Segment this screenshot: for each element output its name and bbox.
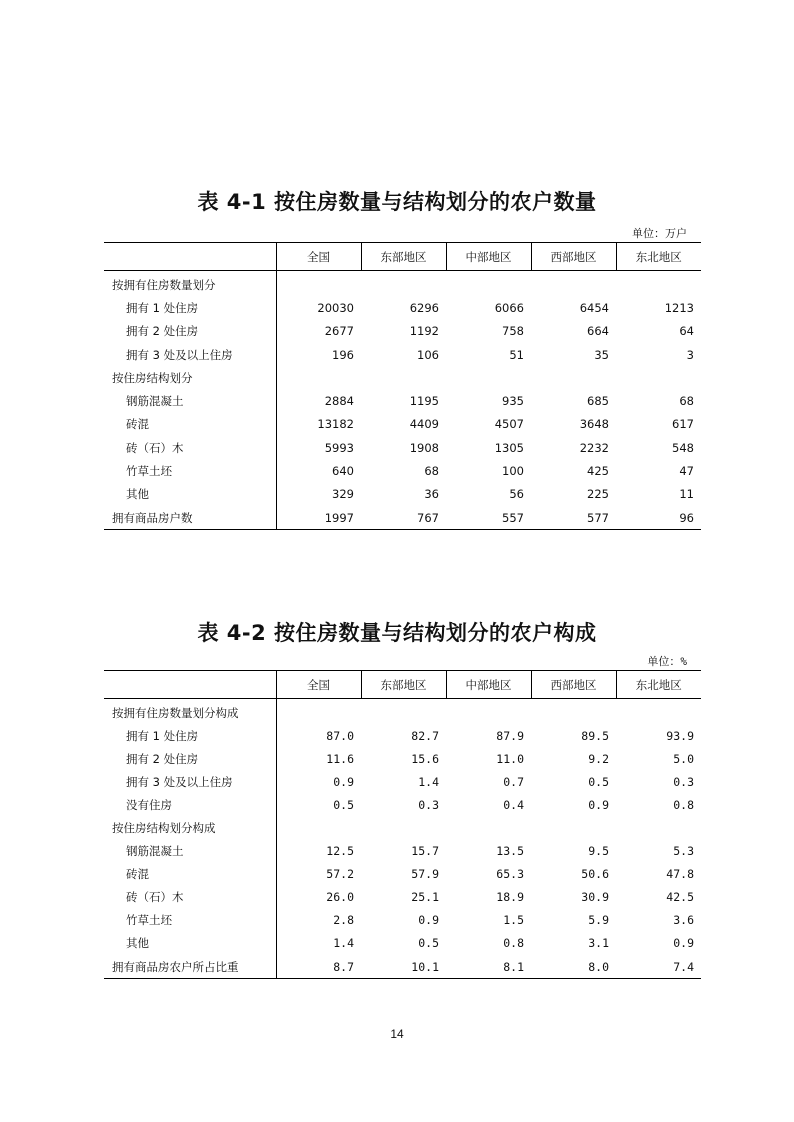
cell-value: 196	[332, 347, 354, 362]
cell-value	[616, 699, 701, 725]
cell-value: 106	[417, 347, 439, 362]
table-row	[104, 932, 701, 955]
row-label: 拥有 1 处住房	[104, 724, 276, 747]
table2-header-blank	[104, 671, 276, 699]
table2-title: 表 4-2 按住房数量与结构划分的农户构成	[197, 621, 597, 645]
table-row	[104, 886, 701, 909]
table1-header-central: 中部地区	[446, 243, 531, 271]
cell-value: 2.8	[333, 913, 354, 928]
table2-header-east: 东部地区	[361, 671, 446, 699]
row-label: 砖混	[104, 863, 276, 886]
row-label: 竹草土坯	[104, 459, 276, 482]
cell-value: 57.9	[411, 867, 439, 882]
cell-value	[446, 366, 531, 389]
row-label: 拥有商品房户数	[104, 506, 276, 530]
cell-value: 3.6	[673, 913, 694, 928]
row-label: 其他	[104, 483, 276, 506]
page-number: 14	[390, 1027, 404, 1041]
row-label: 钢筋混凝土	[104, 389, 276, 412]
table-row	[104, 793, 701, 816]
cell-value: 3.1	[588, 936, 609, 951]
cell-value: 15.7	[411, 844, 439, 859]
table-row	[104, 863, 701, 886]
cell-value: 51	[509, 347, 524, 362]
cell-value: 685	[587, 394, 609, 409]
table-row	[104, 413, 701, 436]
cell-value: 0.9	[333, 774, 354, 789]
cell-value: 5.3	[673, 844, 694, 859]
cell-value: 35	[594, 347, 609, 362]
cell-value: 0.4	[503, 797, 524, 812]
table-row	[104, 459, 701, 482]
cell-value: 425	[587, 464, 609, 479]
cell-value: 1.4	[418, 774, 439, 789]
cell-value: 1.4	[333, 936, 354, 951]
row-label: 拥有 1 处住房	[104, 296, 276, 319]
cell-value: 2677	[324, 324, 354, 339]
cell-value: 15.6	[411, 751, 439, 766]
cell-value: 68	[679, 394, 694, 409]
cell-value: 18.9	[496, 890, 524, 905]
cell-value: 64	[679, 324, 694, 339]
cell-value: 4507	[494, 417, 524, 432]
cell-value: 47	[679, 464, 694, 479]
cell-value: 87.9	[496, 728, 524, 743]
cell-value: 96	[616, 506, 701, 530]
table-row	[104, 366, 701, 389]
cell-value: 0.8	[503, 936, 524, 951]
cell-value: 935	[502, 394, 524, 409]
cell-value: 8.0	[531, 955, 616, 979]
cell-value: 0.3	[418, 797, 439, 812]
cell-value: 3648	[579, 417, 609, 432]
cell-value: 6454	[579, 300, 609, 315]
cell-value: 3	[686, 347, 694, 362]
cell-value: 577	[531, 506, 616, 530]
cell-value: 50.6	[581, 867, 609, 882]
table1-unit: 单位：万户	[632, 227, 687, 240]
table-row	[104, 506, 701, 530]
row-label: 拥有 3 处及以上住房	[104, 770, 276, 793]
table2-body	[104, 699, 701, 979]
table-row	[104, 955, 701, 979]
row-label: 竹草土坯	[104, 909, 276, 932]
row-label: 其他	[104, 932, 276, 955]
cell-value: 5.0	[673, 751, 694, 766]
row-label: 没有住房	[104, 793, 276, 816]
cell-value: 0.3	[673, 774, 694, 789]
cell-value	[531, 366, 616, 389]
cell-value: 0.5	[418, 936, 439, 951]
row-label: 拥有 3 处及以上住房	[104, 343, 276, 366]
table2-header-west: 西部地区	[531, 671, 616, 699]
row-label: 按拥有住房数量划分	[104, 271, 276, 297]
row-label: 拥有 2 处住房	[104, 320, 276, 343]
row-label: 按拥有住房数量划分构成	[104, 699, 276, 725]
table-row	[104, 483, 701, 506]
cell-value	[276, 271, 361, 297]
cell-value: 57.2	[326, 867, 354, 882]
table1-header-national: 全国	[276, 243, 361, 271]
cell-value	[361, 699, 446, 725]
table1-header-west: 西部地区	[531, 243, 616, 271]
table1-title: 表 4-1 按住房数量与结构划分的农户数量	[197, 190, 597, 214]
row-label: 钢筋混凝土	[104, 840, 276, 863]
cell-value: 1997	[276, 506, 361, 530]
cell-value: 25.1	[411, 890, 439, 905]
table2-header-national: 全国	[276, 671, 361, 699]
cell-value: 47.8	[666, 867, 694, 882]
cell-value	[446, 271, 531, 297]
cell-value: 1192	[409, 324, 439, 339]
table-row	[104, 320, 701, 343]
cell-value: 0.8	[673, 797, 694, 812]
cell-value: 225	[587, 487, 609, 502]
table-row	[104, 909, 701, 932]
cell-value	[531, 699, 616, 725]
table1-header-blank	[104, 243, 276, 271]
cell-value: 42.5	[666, 890, 694, 905]
cell-value: 758	[502, 324, 524, 339]
cell-value: 0.9	[588, 797, 609, 812]
cell-value: 8.7	[276, 955, 361, 979]
cell-value	[616, 366, 701, 389]
cell-value: 20030	[317, 300, 354, 315]
row-label: 按住房结构划分构成	[104, 816, 276, 839]
table2-unit: 单位：%	[647, 655, 687, 668]
cell-value	[616, 271, 701, 297]
cell-value: 0.9	[673, 936, 694, 951]
cell-value: 329	[332, 487, 354, 502]
table-row	[104, 840, 701, 863]
cell-value	[276, 366, 361, 389]
cell-value: 5.9	[588, 913, 609, 928]
row-label: 拥有商品房农户所占比重	[104, 955, 276, 979]
table2	[104, 670, 701, 979]
cell-value: 767	[361, 506, 446, 530]
cell-value: 0.5	[588, 774, 609, 789]
row-label: 砖（石）木	[104, 436, 276, 459]
cell-value: 664	[587, 324, 609, 339]
cell-value	[361, 816, 446, 839]
cell-value: 11	[679, 487, 694, 502]
cell-value: 557	[446, 506, 531, 530]
cell-value: 5993	[324, 440, 354, 455]
table1-body	[104, 271, 701, 530]
cell-value: 11.6	[326, 751, 354, 766]
cell-value	[531, 271, 616, 297]
cell-value: 87.0	[326, 728, 354, 743]
table-row	[104, 436, 701, 459]
table-row	[104, 389, 701, 412]
cell-value: 2884	[324, 394, 354, 409]
cell-value: 0.5	[333, 797, 354, 812]
cell-value: 1.5	[503, 913, 524, 928]
cell-value: 10.1	[361, 955, 446, 979]
cell-value: 6066	[494, 300, 524, 315]
table-row	[104, 296, 701, 319]
table1	[104, 242, 701, 530]
table-row	[104, 699, 701, 725]
cell-value: 89.5	[581, 728, 609, 743]
cell-value	[616, 816, 701, 839]
cell-value: 13182	[317, 417, 354, 432]
cell-value: 4409	[409, 417, 439, 432]
table-row	[104, 271, 701, 297]
table1-header-east: 东部地区	[361, 243, 446, 271]
table-row	[104, 724, 701, 747]
row-label: 砖（石）木	[104, 886, 276, 909]
row-label: 拥有 2 处住房	[104, 747, 276, 770]
row-label: 砖混	[104, 413, 276, 436]
cell-value: 1908	[409, 440, 439, 455]
cell-value	[446, 699, 531, 725]
cell-value: 65.3	[496, 867, 524, 882]
cell-value	[276, 699, 361, 725]
cell-value	[361, 366, 446, 389]
cell-value	[361, 271, 446, 297]
cell-value: 1195	[409, 394, 439, 409]
cell-value: 13.5	[496, 844, 524, 859]
cell-value: 0.9	[418, 913, 439, 928]
cell-value: 1213	[664, 300, 694, 315]
cell-value	[446, 816, 531, 839]
table-row	[104, 816, 701, 839]
table2-header-central: 中部地区	[446, 671, 531, 699]
cell-value: 9.5	[588, 844, 609, 859]
cell-value: 9.2	[588, 751, 609, 766]
cell-value: 8.1	[446, 955, 531, 979]
cell-value	[531, 816, 616, 839]
cell-value	[276, 816, 361, 839]
table-row	[104, 770, 701, 793]
table-row	[104, 343, 701, 366]
cell-value: 36	[424, 487, 439, 502]
cell-value: 12.5	[326, 844, 354, 859]
cell-value: 548	[672, 440, 694, 455]
cell-value: 68	[424, 464, 439, 479]
table2-header-northeast: 东北地区	[616, 671, 701, 699]
table-row	[104, 747, 701, 770]
cell-value: 6296	[409, 300, 439, 315]
cell-value: 0.7	[503, 774, 524, 789]
table1-header-row	[104, 243, 701, 271]
row-label: 按住房结构划分	[104, 366, 276, 389]
table2-header-row	[104, 671, 701, 699]
cell-value: 30.9	[581, 890, 609, 905]
cell-value: 93.9	[666, 728, 694, 743]
table1-header-northeast: 东北地区	[616, 243, 701, 271]
cell-value: 26.0	[326, 890, 354, 905]
cell-value: 1305	[494, 440, 524, 455]
cell-value: 82.7	[411, 728, 439, 743]
cell-value: 56	[509, 487, 524, 502]
cell-value: 2232	[579, 440, 609, 455]
cell-value: 640	[332, 464, 354, 479]
cell-value: 11.0	[496, 751, 524, 766]
cell-value: 617	[672, 417, 694, 432]
cell-value: 100	[502, 464, 524, 479]
cell-value: 7.4	[616, 955, 701, 979]
